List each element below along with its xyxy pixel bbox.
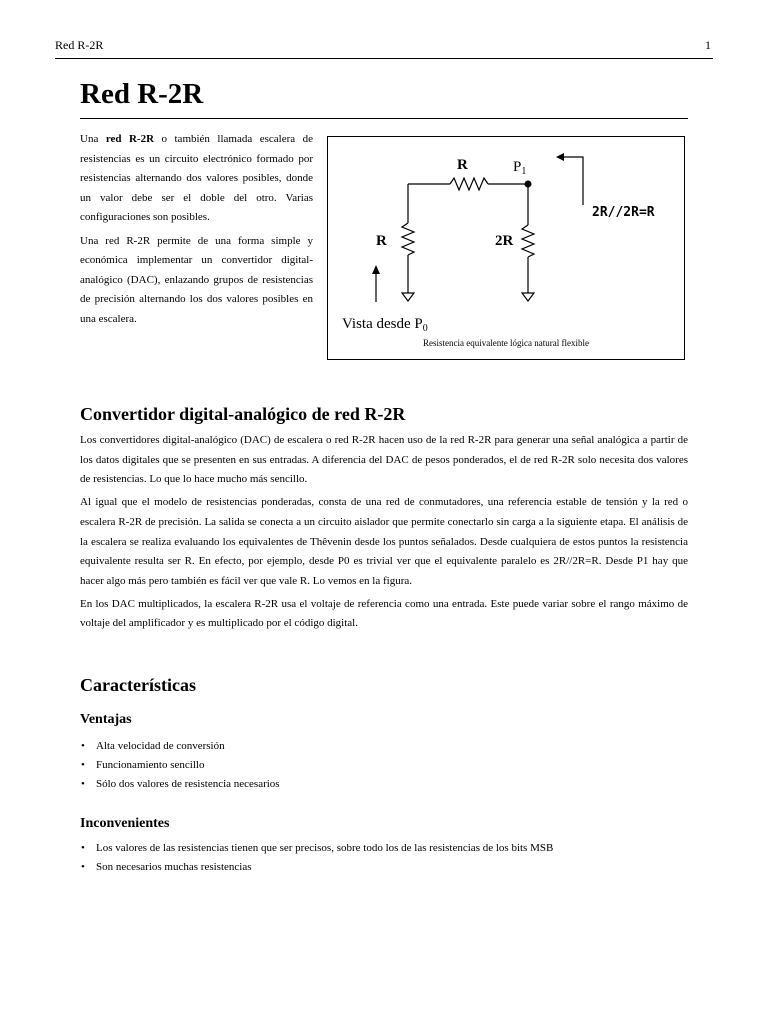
- dac-paragraph-2: Al igual que el modelo de resistencias ponderadas, consta de una red de conmutadores, una referencia estable de tensión y la red o escalera R-2R de precisión. La salida se conecta a un circuito aislador que permite conectarlo sin carga a la siguiente etapa. El análisis de la escalera se realiza evaluando los equivalentes de Thêvenin desde los puntos señalados. Desde cualquiera de estos puntos la resistencia equivalente resulta ser R. En efecto, por ejemplo, desde P0 es trivial ver que el equivalente paralelo es 2R//2R=R. Desde P1 hay que hacer algo más pero también es fácil ver que vale R. Lo vemos en la figura.: [80, 496, 688, 587]
- arrow-left-head: [372, 265, 380, 274]
- ventajas-list: [80, 737, 280, 794]
- r2r-circuit-diagram: [328, 137, 686, 361]
- list-item: • Los valores de las resistencias tienen que ser precisos, sobre todo los de las resistencias de los bits MSB: [80, 839, 553, 858]
- intro-p1-start: Una: [80, 133, 106, 145]
- section-heading-caracteristicas: Características: [80, 675, 196, 695]
- intro-p1-term: red R-2R: [105, 133, 155, 145]
- subheading-ventajas: Ventajas: [80, 712, 132, 727]
- ground-right-icon: [522, 293, 534, 301]
- resistor-r-left: [402, 223, 414, 255]
- label-vista-main: Vista desde P: [342, 316, 423, 332]
- intro-text: [80, 130, 313, 333]
- list-item: • Funcionamiento sencillo: [80, 756, 280, 775]
- resistor-r-top: [450, 178, 488, 190]
- list-item: • Sólo dos valores de resistencia necesarios: [80, 775, 280, 794]
- label-p1: [513, 159, 526, 177]
- intro-paragraph-1: [80, 130, 313, 228]
- label-p1-main: P: [513, 159, 522, 175]
- label-r-left: R: [376, 233, 387, 249]
- dac-paragraph-1: Los convertidores digital-analógico (DAC) de escalera o red R-2R hacen uso de la red R-2R para generar una señal analógica a partir de los datos digitales que se presenten en sus entradas. A diferencia del DAC de pesos ponderados, el de red R-2R solo necesita dos valores de resistencias. Lo que lo hace mucho más sencillo.: [80, 434, 688, 486]
- node-p1: [525, 181, 532, 188]
- ground-left-icon: [402, 293, 414, 301]
- running-header: [55, 38, 713, 59]
- label-vista-sub: 0: [422, 323, 428, 334]
- label-r-top: R: [457, 157, 468, 173]
- dac-paragraph-3: En los DAC multiplicados, la escalera R-2R usa el voltaje de referencia como una entrada. Este puede variar sobre el rango máximo de voltaje del amplificador y es multiplicado por el código digital.: [80, 597, 688, 630]
- label-vista: [342, 316, 428, 334]
- list-item: • Alta velocidad de conversión: [80, 737, 280, 756]
- intro-p1-rest: o también llamada escalera de resistencias es un circuito electrónico formado por resistencias alternando dos valores posibles, donde un valor debe ser el doble del otro. Varias configuraciones son posibles.: [80, 133, 313, 223]
- section-heading-dac: Convertidor digital-analógico de red R-2R: [80, 404, 406, 424]
- resistor-2r: [522, 225, 534, 257]
- arrow-p1-line: [560, 157, 583, 205]
- subheading-inconvenientes: Inconvenientes: [80, 816, 170, 831]
- intro-paragraph-2: Una red R-2R permite de una forma simple y económica implementar un convertidor digital-analógico (DAC), enlazando grupos de resistencias de precisión alternando los dos valores posibles en una escalera.: [80, 234, 313, 325]
- label-p1-sub: 1: [521, 166, 527, 177]
- inconvenientes-list: [80, 839, 553, 877]
- label-equivalent: 2R//2R=R: [592, 205, 655, 220]
- arrow-p1-head: [556, 153, 564, 161]
- list-item: • Son necesarios muchas resistencias: [80, 858, 553, 877]
- r2r-figure: [327, 136, 685, 360]
- title-divider: [80, 118, 688, 119]
- page-number: 1: [705, 38, 711, 52]
- running-title: Red R-2R: [55, 38, 104, 52]
- figure-caption: Resistencia equivalente lógica natural flexible: [423, 338, 589, 348]
- page-title: Red R-2R: [80, 78, 204, 110]
- section-dac-body: [80, 431, 688, 637]
- label-2r: 2R: [495, 233, 514, 249]
